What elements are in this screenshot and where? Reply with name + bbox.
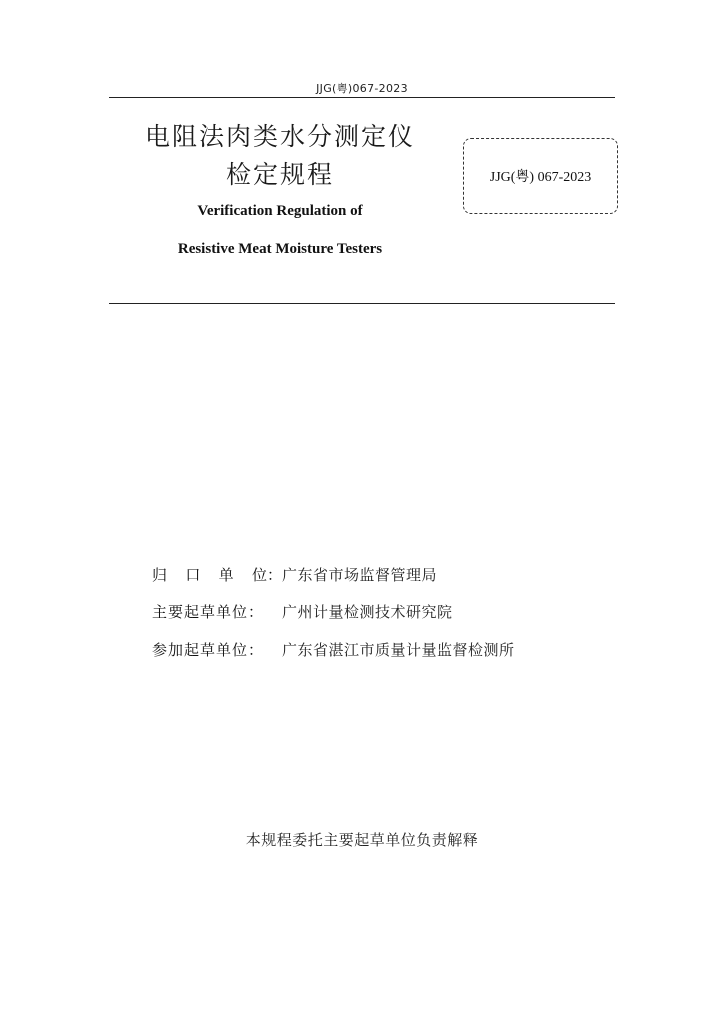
header-divider: [109, 97, 615, 98]
interpretation-note: 本规程委托主要起草单位负责解释: [245, 831, 479, 849]
standard-code-box: [463, 138, 618, 214]
info-value-participating-drafter: 广东省湛江市质量计量监督检测所: [282, 641, 515, 659]
info-row-authority: [152, 564, 437, 585]
chinese-title: [120, 118, 440, 194]
english-title-line1: Verification Regulation of: [197, 203, 363, 219]
header-standard-code: JJG(粤)067-2023: [316, 82, 408, 95]
chinese-title-line2: 检定规程: [225, 160, 334, 189]
title-divider: [109, 303, 615, 304]
info-row-participating-drafter: [152, 639, 515, 660]
info-value-main-drafter: 广州计量检测技术研究院: [282, 603, 453, 621]
label-char: 位：: [251, 566, 282, 584]
info-label-main-drafter: 主要起草单位：: [152, 603, 265, 621]
info-label-participating-drafter: 参加起草单位：: [152, 641, 265, 659]
info-value-authority: 广东省市场监督管理局: [282, 566, 438, 584]
label-char: 单: [218, 566, 234, 584]
chinese-title-line1: 电阻法肉类水分测定仪: [144, 122, 415, 151]
label-char: 口: [185, 566, 201, 584]
label-char: 归: [152, 566, 168, 584]
info-label-authority: [152, 564, 282, 585]
standard-code-text: JJG(粤) 067-2023: [489, 170, 592, 185]
english-title-line2: Resistive Meat Moisture Testers: [177, 241, 383, 257]
info-row-main-drafter: [152, 601, 453, 622]
